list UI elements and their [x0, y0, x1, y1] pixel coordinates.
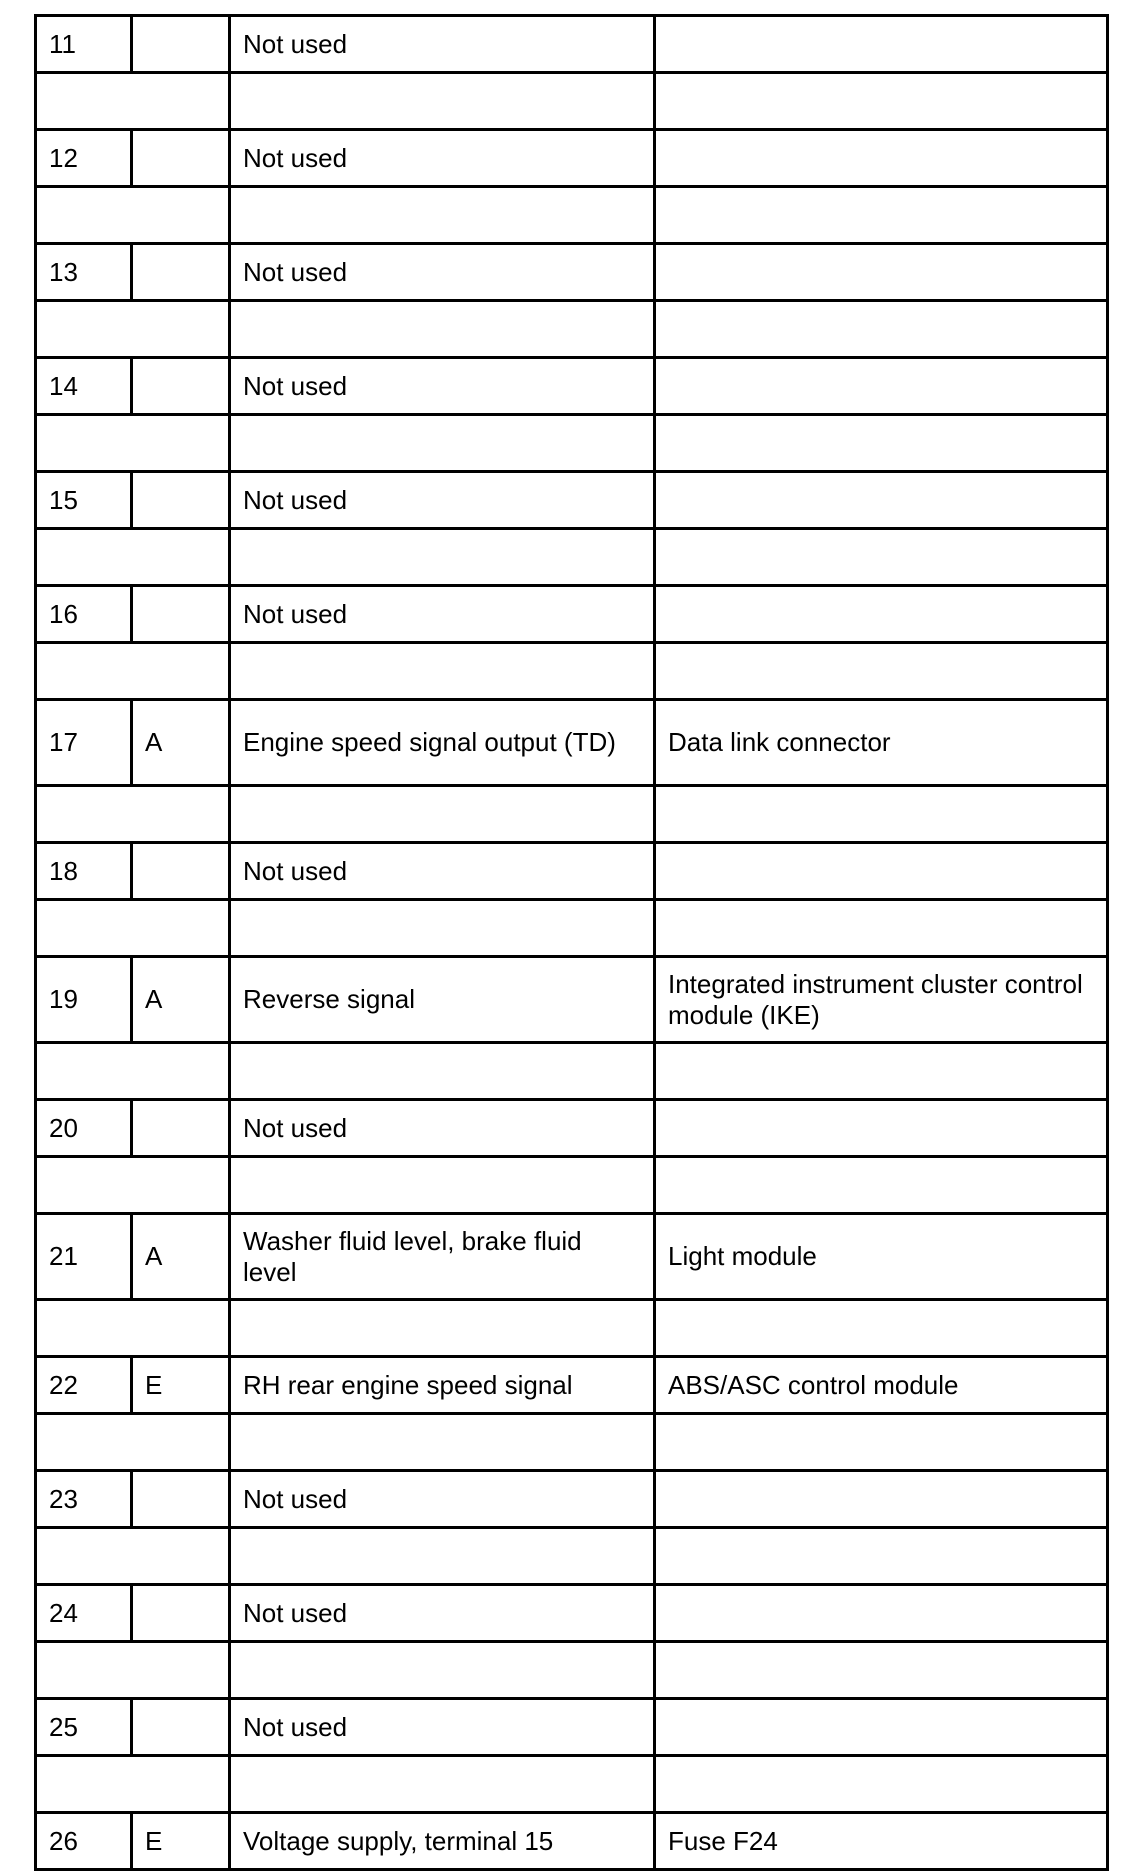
connection-cell: [655, 1100, 1108, 1157]
spacer-cell: [230, 415, 655, 472]
connection-cell: [655, 16, 1108, 73]
spacer-cell: [230, 187, 655, 244]
type-cell: [132, 472, 230, 529]
spacer-cell: [655, 1300, 1108, 1357]
spacer-cell: [230, 1043, 655, 1100]
description-cell: Reverse signal: [230, 957, 655, 1043]
spacer-cell: [36, 1157, 230, 1214]
connection-cell: [655, 130, 1108, 187]
spacer-row: [36, 900, 1108, 957]
table-row: [36, 957, 1108, 1043]
type-cell: [132, 130, 230, 187]
table-row: [36, 586, 1108, 643]
table-row: [36, 16, 1108, 73]
spacer-row: [36, 301, 1108, 358]
spacer-cell: [36, 643, 230, 700]
spacer-cell: [230, 301, 655, 358]
spacer-cell: [655, 529, 1108, 586]
connection-cell: ABS/ASC control module: [655, 1357, 1108, 1414]
type-cell: E: [132, 1357, 230, 1414]
spacer-row: [36, 73, 1108, 130]
spacer-row: [36, 1642, 1108, 1699]
table-row: [36, 1471, 1108, 1528]
spacer-cell: [230, 1642, 655, 1699]
table-row: [36, 130, 1108, 187]
connection-cell: [655, 472, 1108, 529]
spacer-cell: [36, 786, 230, 843]
spacer-cell: [230, 1414, 655, 1471]
type-cell: [132, 586, 230, 643]
type-cell: [132, 1471, 230, 1528]
spacer-cell: [36, 73, 230, 130]
spacer-cell: [230, 900, 655, 957]
connection-cell: [655, 358, 1108, 415]
spacer-cell: [36, 900, 230, 957]
table-row: [36, 472, 1108, 529]
description-cell: RH rear engine speed signal: [230, 1357, 655, 1414]
pin-cell: 24: [36, 1585, 132, 1642]
spacer-cell: [36, 187, 230, 244]
connection-cell: [655, 586, 1108, 643]
spacer-cell: [230, 1157, 655, 1214]
description-cell: Engine speed signal output (TD): [230, 700, 655, 786]
table-row: [36, 1699, 1108, 1756]
connection-cell: [655, 1471, 1108, 1528]
spacer-row: [36, 1528, 1108, 1585]
description-cell: Not used: [230, 586, 655, 643]
connection-cell: Fuse F24: [655, 1813, 1108, 1870]
description-cell: Washer fluid level, brake fluid level: [230, 1214, 655, 1300]
spacer-row: [36, 1300, 1108, 1357]
type-cell: A: [132, 700, 230, 786]
pin-cell: 14: [36, 358, 132, 415]
spacer-cell: [655, 786, 1108, 843]
spacer-cell: [230, 1528, 655, 1585]
spacer-cell: [36, 1414, 230, 1471]
spacer-cell: [655, 301, 1108, 358]
spacer-row: [36, 529, 1108, 586]
pin-cell: 25: [36, 1699, 132, 1756]
spacer-cell: [230, 786, 655, 843]
spacer-cell: [230, 73, 655, 130]
table-row: [36, 358, 1108, 415]
pin-cell: 15: [36, 472, 132, 529]
description-cell: Voltage supply, terminal 15: [230, 1813, 655, 1870]
spacer-cell: [36, 1043, 230, 1100]
spacer-cell: [230, 1300, 655, 1357]
pin-cell: 11: [36, 16, 132, 73]
pin-cell: 26: [36, 1813, 132, 1870]
spacer-row: [36, 643, 1108, 700]
pin-cell: 13: [36, 244, 132, 301]
description-cell: Not used: [230, 130, 655, 187]
spacer-cell: [655, 1043, 1108, 1100]
table-row: [36, 1357, 1108, 1414]
type-cell: [132, 16, 230, 73]
spacer-row: [36, 415, 1108, 472]
connection-cell: Light module: [655, 1214, 1108, 1300]
type-cell: [132, 843, 230, 900]
spacer-cell: [36, 1642, 230, 1699]
description-cell: Not used: [230, 843, 655, 900]
type-cell: [132, 244, 230, 301]
spacer-cell: [36, 1756, 230, 1813]
spacer-cell: [230, 529, 655, 586]
description-cell: Not used: [230, 16, 655, 73]
spacer-row: [36, 1157, 1108, 1214]
table-row: [36, 700, 1108, 786]
type-cell: [132, 1100, 230, 1157]
spacer-cell: [655, 187, 1108, 244]
type-cell: A: [132, 1214, 230, 1300]
spacer-cell: [655, 1528, 1108, 1585]
pin-cell: 20: [36, 1100, 132, 1157]
spacer-row: [36, 786, 1108, 843]
spacer-cell: [36, 1528, 230, 1585]
description-cell: Not used: [230, 472, 655, 529]
description-cell: Not used: [230, 244, 655, 301]
description-cell: Not used: [230, 358, 655, 415]
spacer-row: [36, 1756, 1108, 1813]
spacer-cell: [36, 1300, 230, 1357]
pin-cell: 17: [36, 700, 132, 786]
pin-table-body: [36, 16, 1108, 1870]
description-cell: Not used: [230, 1471, 655, 1528]
pin-cell: 23: [36, 1471, 132, 1528]
spacer-row: [36, 187, 1108, 244]
spacer-cell: [655, 1157, 1108, 1214]
spacer-cell: [655, 1756, 1108, 1813]
pin-cell: 21: [36, 1214, 132, 1300]
type-cell: E: [132, 1813, 230, 1870]
pin-cell: 12: [36, 130, 132, 187]
connection-cell: [655, 1699, 1108, 1756]
pin-cell: 19: [36, 957, 132, 1043]
connection-cell: Data link connector: [655, 700, 1108, 786]
table-row: [36, 244, 1108, 301]
table-row: [36, 1100, 1108, 1157]
type-cell: [132, 1699, 230, 1756]
pin-cell: 18: [36, 843, 132, 900]
spacer-cell: [230, 643, 655, 700]
spacer-cell: [36, 301, 230, 358]
table-row: [36, 843, 1108, 900]
connection-cell: Integrated instrument cluster control module (IKE): [655, 957, 1108, 1043]
spacer-cell: [655, 1642, 1108, 1699]
pin-cell: 22: [36, 1357, 132, 1414]
table-row: [36, 1214, 1108, 1300]
connection-cell: [655, 244, 1108, 301]
spacer-cell: [655, 643, 1108, 700]
spacer-row: [36, 1043, 1108, 1100]
spacer-cell: [36, 415, 230, 472]
table-row: [36, 1585, 1108, 1642]
table-row: [36, 1813, 1108, 1870]
spacer-cell: [655, 900, 1108, 957]
description-cell: Not used: [230, 1100, 655, 1157]
pin-assignment-table: [34, 14, 1109, 1871]
type-cell: [132, 1585, 230, 1642]
spacer-cell: [655, 1414, 1108, 1471]
spacer-cell: [655, 415, 1108, 472]
connection-cell: [655, 843, 1108, 900]
type-cell: A: [132, 957, 230, 1043]
type-cell: [132, 358, 230, 415]
pin-cell: 16: [36, 586, 132, 643]
spacer-cell: [655, 73, 1108, 130]
description-cell: Not used: [230, 1585, 655, 1642]
connection-cell: [655, 1585, 1108, 1642]
description-cell: Not used: [230, 1699, 655, 1756]
spacer-cell: [230, 1756, 655, 1813]
spacer-cell: [36, 529, 230, 586]
spacer-row: [36, 1414, 1108, 1471]
